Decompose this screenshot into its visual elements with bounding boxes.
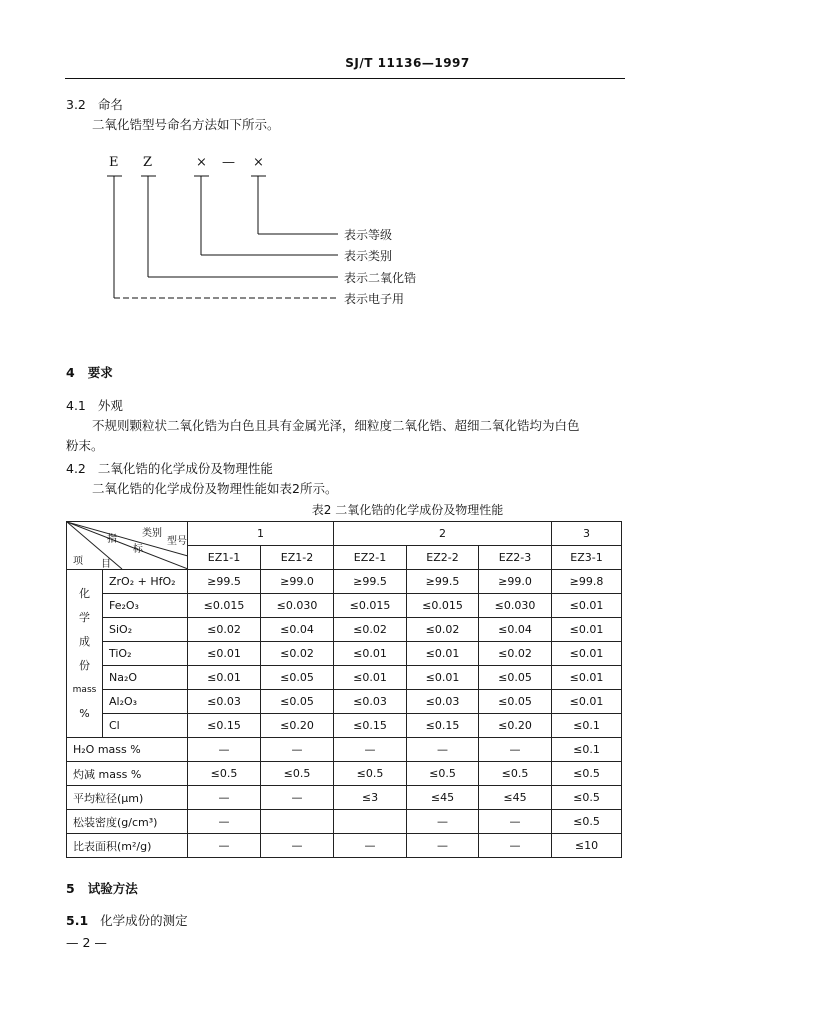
separator-dash: — [222, 155, 235, 170]
table-cell: — [479, 810, 552, 834]
model-header: EZ3-1 [552, 546, 622, 570]
label-char: % [79, 706, 90, 720]
table-cell: ≥99.5 [188, 570, 261, 594]
table-row [67, 786, 622, 810]
corner-top2: 型号 [167, 536, 187, 547]
section-title: 试验方法 [87, 881, 138, 896]
item-name: 灼减 mass % [67, 762, 188, 786]
label-char: 化 [79, 586, 90, 600]
table-cell: ≤0.01 [407, 666, 479, 690]
table-cell: — [407, 810, 479, 834]
label-char: 成 [79, 634, 90, 648]
section-number: 4.1 [66, 398, 86, 413]
table-row [67, 570, 622, 594]
model-header: EZ2-2 [407, 546, 479, 570]
table-cell: ≤0.03 [407, 690, 479, 714]
item-name: SiO₂ [103, 618, 188, 642]
page-number: — 2 — [66, 935, 107, 950]
table-cell: ≤0.20 [261, 714, 334, 738]
table-cell: ≤3 [334, 786, 407, 810]
table-cell: ≤0.02 [334, 618, 407, 642]
table-cell: ≤45 [479, 786, 552, 810]
table-cell: ≤0.01 [334, 666, 407, 690]
table-cell: ≤0.01 [552, 666, 622, 690]
letter-z: Z [143, 155, 153, 170]
item-name: Al₂O₃ [103, 690, 188, 714]
table-row [67, 810, 622, 834]
table-cell: ≥99.5 [334, 570, 407, 594]
section-4-1-heading [66, 396, 123, 414]
table-cell: ≤0.15 [334, 714, 407, 738]
table-cell: ≤0.5 [407, 762, 479, 786]
table-cell: ≤0.02 [479, 642, 552, 666]
section-5-heading [66, 879, 138, 897]
section-title: 外观 [97, 398, 123, 413]
chemical-composition-label [67, 570, 103, 738]
table-cell: ≤0.015 [334, 594, 407, 618]
table-cell: — [261, 834, 334, 858]
table-cell: ≤0.5 [552, 810, 622, 834]
label-electronic: 表示电子用 [344, 292, 405, 306]
group-header-2: 2 [334, 522, 552, 546]
section-4-1-text-line2: 粉末。 [66, 438, 104, 453]
letter-e: E [109, 155, 119, 170]
table-corner-header [67, 522, 188, 570]
section-4-2-intro: 二氧化锆的化学成份及物理性能如表2所示。 [92, 481, 338, 496]
table-cell: ≥99.0 [261, 570, 334, 594]
item-name: H₂O mass % [67, 738, 188, 762]
label-char: 份 [79, 658, 90, 672]
section-title: 命名 [97, 97, 123, 112]
table-row [67, 762, 622, 786]
table-row [67, 690, 622, 714]
table-2-caption: 表2 二氧化锆的化学成份及物理性能 [311, 503, 504, 517]
table-cell: ≤0.01 [552, 642, 622, 666]
table-row [67, 594, 622, 618]
table-cell: ≤0.5 [552, 786, 622, 810]
section-number: 5.1 [66, 913, 89, 928]
item-name: ZrO₂ + HfO₂ [103, 570, 188, 594]
table-cell: ≤0.15 [407, 714, 479, 738]
section-5-1-heading [66, 911, 188, 929]
table-cell: ≤0.5 [479, 762, 552, 786]
table-row [67, 738, 622, 762]
corner-mid: 指 [107, 534, 117, 545]
section-title: 要求 [87, 365, 113, 380]
label-char: mass [72, 684, 97, 695]
table-2 [66, 521, 622, 858]
table-cell [261, 810, 334, 834]
placeholder-grade: × [253, 155, 264, 170]
table-cell: ≤0.01 [552, 618, 622, 642]
table-cell: — [188, 738, 261, 762]
table-cell: — [261, 786, 334, 810]
label-char: 学 [79, 610, 90, 624]
table-cell: — [188, 786, 261, 810]
table-cell: ≤0.030 [261, 594, 334, 618]
table-cell: ≤0.01 [188, 642, 261, 666]
section-3-2-intro: 二氧化锆型号命名方法如下所示。 [92, 117, 280, 132]
table-cell: — [188, 834, 261, 858]
table-row [67, 714, 622, 738]
table-cell: ≤0.20 [479, 714, 552, 738]
item-name: 比表面积(m²/g) [67, 834, 188, 858]
item-name: Fe₂O₃ [103, 594, 188, 618]
table-cell: ≤0.5 [261, 762, 334, 786]
table-cell [334, 810, 407, 834]
item-name: TiO₂ [103, 642, 188, 666]
document-standard-number: SJ/T 11136—1997 [345, 56, 470, 70]
table-cell: ≤0.05 [261, 666, 334, 690]
table-cell: ≤0.05 [261, 690, 334, 714]
label-zirconia: 表示二氧化锆 [344, 271, 417, 285]
corner-top: 类别 [142, 528, 162, 539]
group-header-3: 3 [552, 522, 622, 546]
table-row [67, 834, 622, 858]
table-cell: ≤0.05 [479, 690, 552, 714]
section-number: 3.2 [66, 97, 86, 112]
table-cell: ≤0.15 [188, 714, 261, 738]
table-cell: ≤0.015 [407, 594, 479, 618]
table-cell: — [479, 834, 552, 858]
table-cell: — [188, 810, 261, 834]
table-cell: — [334, 738, 407, 762]
table-cell: ≤45 [407, 786, 479, 810]
section-number: 5 [66, 881, 75, 896]
label-grade: 表示等级 [344, 228, 393, 242]
table-cell: ≥99.8 [552, 570, 622, 594]
model-header: EZ1-1 [188, 546, 261, 570]
table-cell: ≤0.5 [552, 762, 622, 786]
table-row [67, 666, 622, 690]
table-cell: ≤0.015 [188, 594, 261, 618]
table-cell: ≤0.01 [188, 666, 261, 690]
table-cell: ≤0.01 [552, 594, 622, 618]
table-cell: ≤0.03 [188, 690, 261, 714]
table-cell: ≤0.04 [261, 618, 334, 642]
section-4-heading [66, 363, 113, 381]
item-name: 平均粒径(μm) [67, 786, 188, 810]
table-cell: ≤0.02 [261, 642, 334, 666]
table-cell: ≤10 [552, 834, 622, 858]
table-cell: ≤0.5 [334, 762, 407, 786]
model-header: EZ2-1 [334, 546, 407, 570]
table-cell: ≤0.04 [479, 618, 552, 642]
item-name: 松装密度(g/cm³) [67, 810, 188, 834]
table-cell: — [334, 834, 407, 858]
table-cell: ≤0.02 [407, 618, 479, 642]
table-cell: ≤0.1 [552, 714, 622, 738]
table-cell: ≤0.5 [188, 762, 261, 786]
table-cell: ≥99.5 [407, 570, 479, 594]
table-cell: ≤0.01 [407, 642, 479, 666]
group-header-1: 1 [188, 522, 334, 546]
physical-property-rows [67, 738, 622, 858]
section-4-2-heading [66, 459, 273, 477]
table-cell: ≤0.01 [552, 690, 622, 714]
section-title: 化学成份的测定 [100, 913, 188, 928]
item-name: Na₂O [103, 666, 188, 690]
model-header: EZ2-3 [479, 546, 552, 570]
table-cell: ≤0.01 [334, 642, 407, 666]
table-row [67, 618, 622, 642]
table-cell: — [407, 834, 479, 858]
section-title: 二氧化锆的化学成份及物理性能 [97, 461, 273, 476]
item-name: Cl [103, 714, 188, 738]
chemical-composition-rows [67, 570, 622, 738]
section-4-1-text-line1: 不规则颗粒状二氧化锆为白色且具有金属光泽，细粒度二氧化锆、超细二氧化锆均为白色 [92, 418, 580, 433]
section-number: 4.2 [66, 461, 86, 476]
table-cell: ≤0.03 [334, 690, 407, 714]
table-cell: ≤0.030 [479, 594, 552, 618]
table-cell: — [261, 738, 334, 762]
corner-mid2: 标 [133, 544, 143, 555]
label-category: 表示类别 [344, 249, 393, 263]
model-header: EZ1-2 [261, 546, 334, 570]
table-cell: ≤0.02 [188, 618, 261, 642]
table-cell: ≤0.1 [552, 738, 622, 762]
section-number: 4 [66, 365, 75, 380]
table-row [67, 642, 622, 666]
table-cell: — [479, 738, 552, 762]
table-cell: — [407, 738, 479, 762]
table-cell: ≤0.05 [479, 666, 552, 690]
table-cell: ≥99.0 [479, 570, 552, 594]
corner-bottom2: 目 [101, 559, 111, 570]
corner-bottom: 项 [73, 556, 83, 567]
placeholder-category: × [196, 155, 207, 170]
